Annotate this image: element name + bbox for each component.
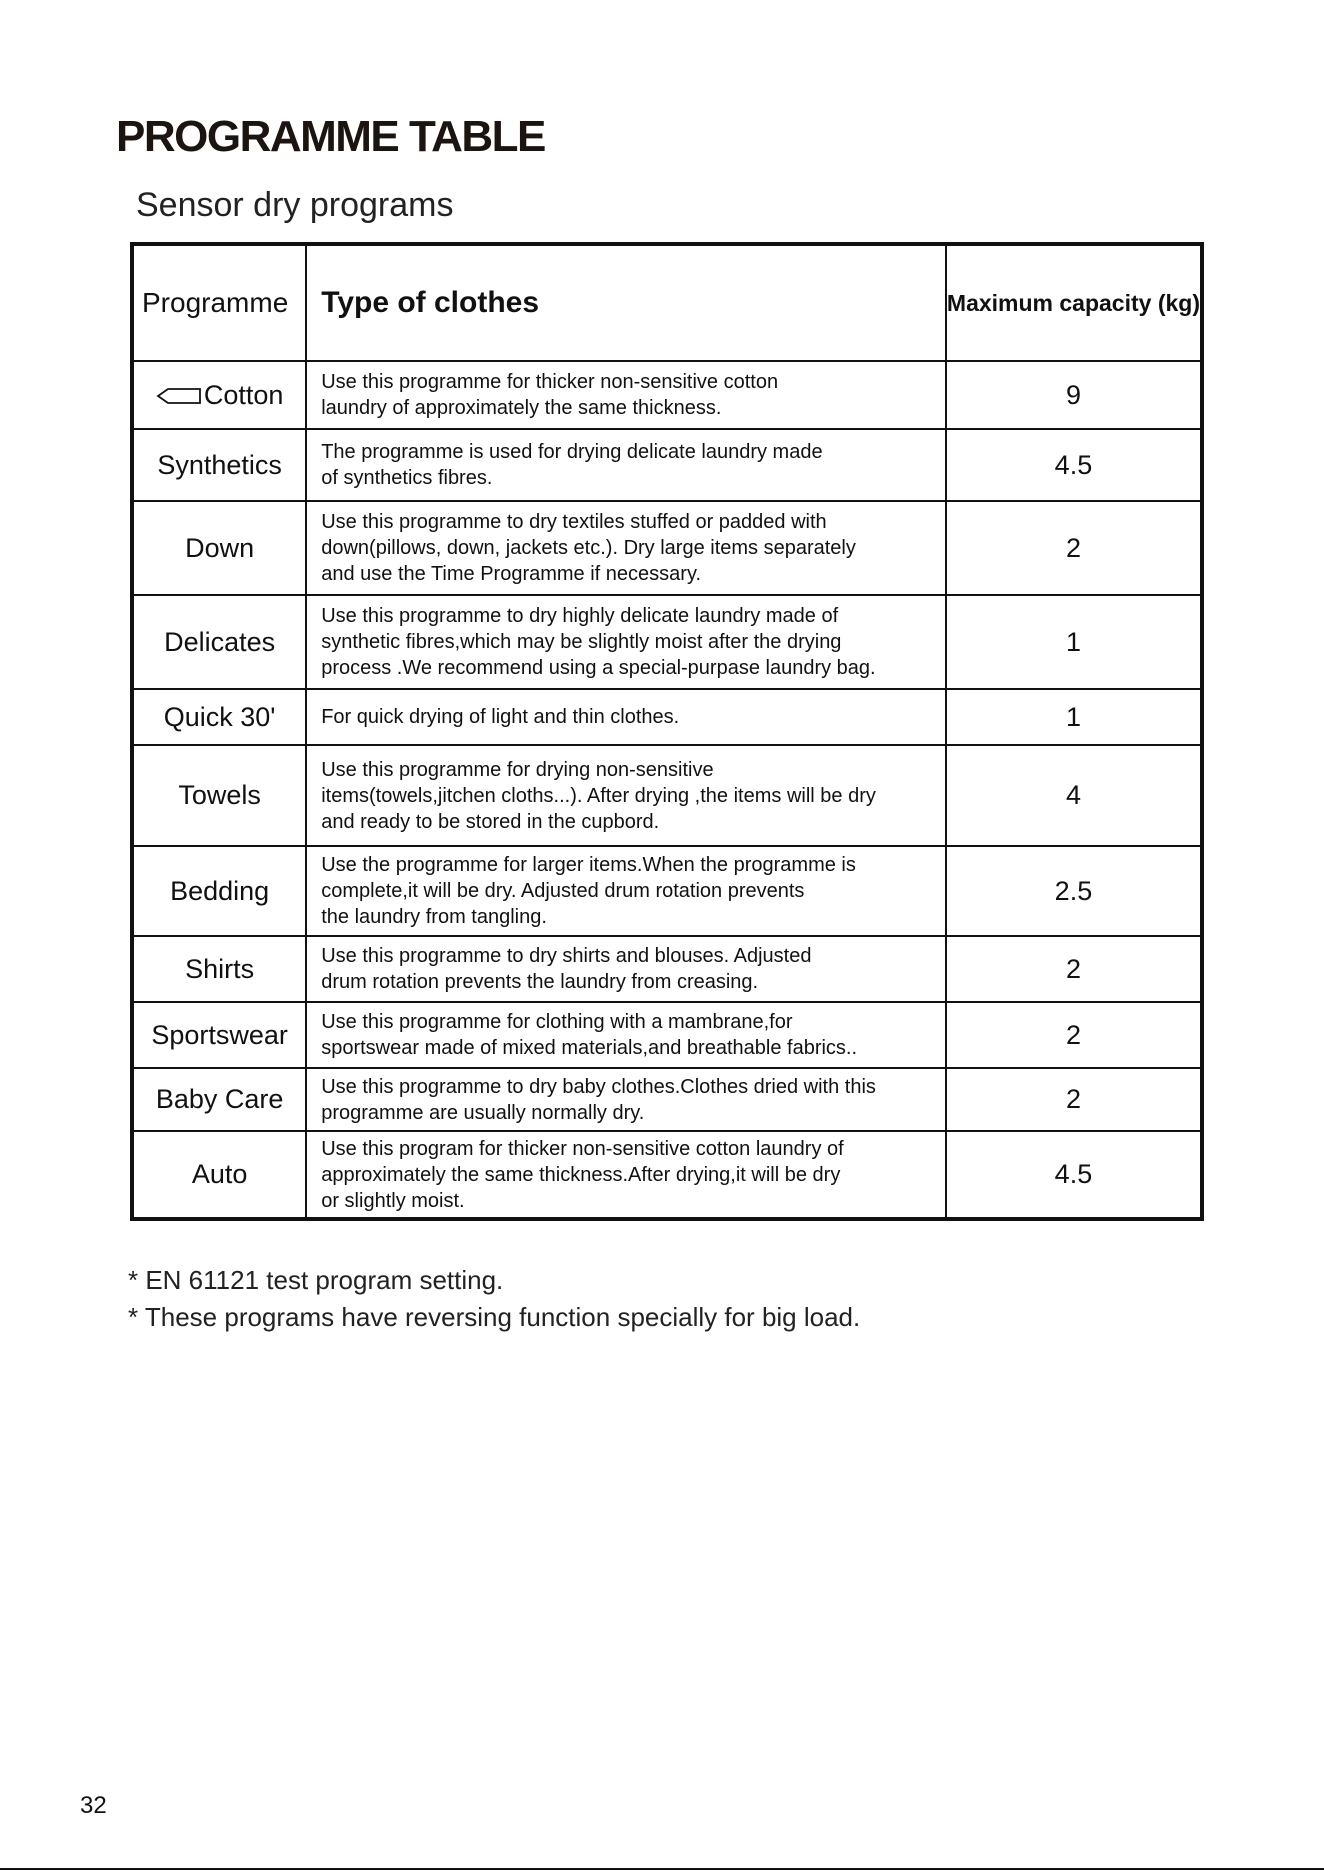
header-maximum-capacity: Maximum capacity (kg) <box>946 244 1202 361</box>
programme-name: Down <box>185 532 255 563</box>
cotton-symbol-icon <box>156 387 202 405</box>
programme-name: Sportswear <box>151 1019 288 1050</box>
programme-description-cell <box>306 429 946 501</box>
description-line: approximately the same thickness.After drying,it will be dry <box>321 1163 841 1186</box>
bottom-rule <box>0 1868 1324 1870</box>
programme-description-cell <box>306 1131 946 1219</box>
programme-name: Auto <box>191 1159 248 1189</box>
max-capacity-cell: 4.5 <box>946 1131 1202 1219</box>
table-row <box>132 429 1202 501</box>
footnote: * These programs have reversing function specially for big load. <box>128 1302 861 1332</box>
programme-name: Delicates <box>164 626 276 657</box>
description-line: For quick drying of light and thin clothes. <box>321 706 680 728</box>
footnotes <box>128 1262 860 1336</box>
description-line: Use this programme to dry shirts and blouses. Adjusted <box>321 945 812 967</box>
max-capacity-cell: 2 <box>946 1002 1202 1068</box>
description-line: Use this programme for clothing with a mambrane,for <box>321 1011 793 1033</box>
description-line: items(towels,jitchen cloths...). After drying ,the items will be dry <box>321 784 876 807</box>
description-line: Use this program for thicker non-sensitive cotton laundry of <box>321 1137 844 1160</box>
description-line: complete,it will be dry. Adjusted drum rotation prevents <box>321 880 805 902</box>
footnote: * EN 61121 test program setting. <box>128 1265 504 1295</box>
programme-name: Quick 30' <box>163 701 276 732</box>
max-capacity-cell: 2.5 <box>946 846 1202 936</box>
programme-name-cell <box>132 689 306 745</box>
header-programme: Programme <box>132 244 306 361</box>
max-capacity-cell: 2 <box>946 501 1202 595</box>
table-row <box>132 595 1202 689</box>
table-header-row <box>132 244 1202 361</box>
description-line: Use this programme to dry textiles stuffed or padded with <box>321 511 827 533</box>
max-capacity-cell: 9 <box>946 361 1202 429</box>
description-line: sportswear made of mixed materials,and breathable fabrics.. <box>321 1037 858 1059</box>
max-capacity-cell: 1 <box>946 689 1202 745</box>
description-line: The programme is used for drying delicate laundry made <box>321 441 823 463</box>
programme-name: Shirts <box>185 953 255 984</box>
page-title: PROGRAMME TABLE <box>116 112 545 161</box>
programme-description-cell <box>306 846 946 936</box>
description-line: programme are usually normally dry. <box>321 1101 645 1124</box>
programme-description-cell <box>306 501 946 595</box>
programme-description-cell <box>306 361 946 429</box>
description-line: of synthetics fibres. <box>321 467 493 489</box>
description-line: process .We recommend using a special-purpase laundry bag. <box>321 657 876 679</box>
description-line: laundry of approximately the same thickness. <box>321 397 722 419</box>
programme-name: Baby Care <box>155 1084 284 1114</box>
programme-table-body <box>132 361 1202 1219</box>
programme-name-cell <box>132 745 306 846</box>
programme-name-cell <box>132 846 306 936</box>
max-capacity-cell: 1 <box>946 595 1202 689</box>
header-type-of-clothes: Type of clothes <box>306 244 946 361</box>
programme-name: Towels <box>178 780 261 810</box>
programme-name-cell <box>132 936 306 1002</box>
programme-name-cell <box>132 429 306 501</box>
page-number: 32 <box>80 1792 107 1819</box>
programme-name-cell <box>132 595 306 689</box>
programme-name: Synthetics <box>157 449 282 480</box>
max-capacity-cell: 4 <box>946 745 1202 846</box>
description-line: drum rotation prevents the laundry from creasing. <box>321 971 759 993</box>
table-row <box>132 745 1202 846</box>
table-row <box>132 936 1202 1002</box>
programme-description-cell <box>306 936 946 1002</box>
table-row <box>132 501 1202 595</box>
max-capacity-cell: 4.5 <box>946 429 1202 501</box>
programme-description-cell <box>306 689 946 745</box>
description-line: and ready to be stored in the cupbord. <box>321 810 660 833</box>
programme-name-cell <box>132 501 306 595</box>
description-line: and use the Time Programme if necessary. <box>321 563 702 585</box>
description-line: the laundry from tangling. <box>321 906 547 928</box>
description-line: Use the programme for larger items.When the programme is <box>321 854 856 876</box>
description-line: synthetic fibres,which may be slightly moist after the drying <box>321 631 842 653</box>
table-row <box>132 361 1202 429</box>
programme-description-cell <box>306 1002 946 1068</box>
programme-name-cell <box>132 361 306 429</box>
programme-name-cell <box>132 1068 306 1131</box>
description-line: Use this programme for thicker non-sensitive cotton <box>321 371 779 393</box>
programme-name-cell <box>132 1002 306 1068</box>
description-line: Use this programme to dry baby clothes.Clothes dried with this <box>321 1075 876 1098</box>
programme-description-cell <box>306 1068 946 1131</box>
table-row <box>132 1002 1202 1068</box>
description-line: or slightly moist. <box>321 1189 465 1212</box>
max-capacity-cell: 2 <box>946 1068 1202 1131</box>
programme-table <box>130 242 1204 1221</box>
programme-name: Cotton <box>203 379 284 410</box>
page-subtitle: Sensor dry programs <box>136 186 454 224</box>
table-row <box>132 846 1202 936</box>
programme-description-cell <box>306 595 946 689</box>
table-row <box>132 1068 1202 1131</box>
description-line: down(pillows, down, jackets etc.). Dry large items separately <box>321 537 856 559</box>
max-capacity-cell: 2 <box>946 936 1202 1002</box>
description-line: Use this programme for drying non-sensitive <box>321 758 714 781</box>
table-row <box>132 1131 1202 1219</box>
table-row <box>132 689 1202 745</box>
programme-name-cell <box>132 1131 306 1219</box>
programme-description-cell <box>306 745 946 846</box>
description-line: Use this programme to dry highly delicate laundry made of <box>321 605 839 627</box>
programme-name: Bedding <box>170 875 270 906</box>
